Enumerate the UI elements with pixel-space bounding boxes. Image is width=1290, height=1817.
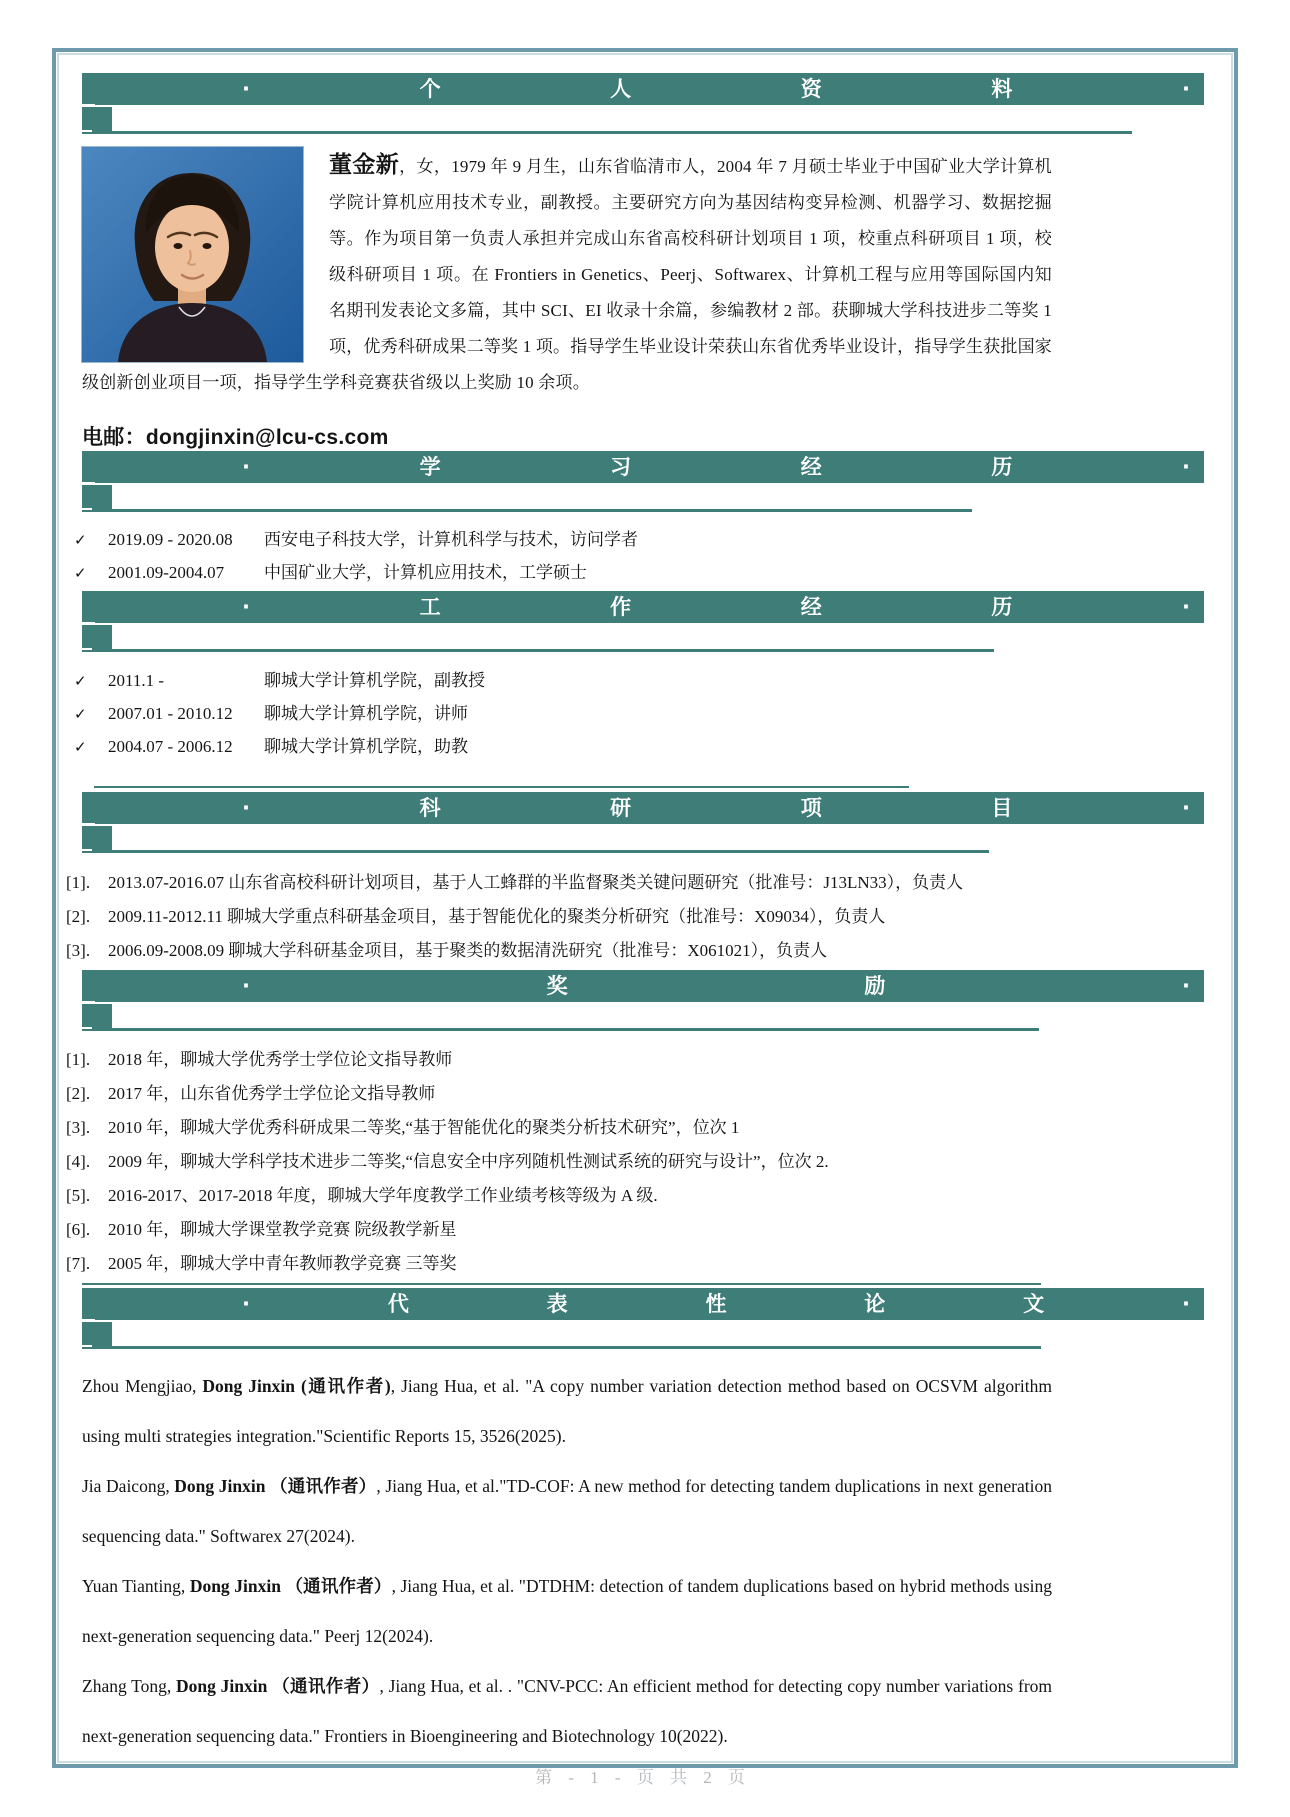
person-name: 董金新 [329, 152, 400, 178]
item-number: [3]. [66, 941, 91, 960]
education-row [74, 558, 1204, 580]
work-date: 2004.07 - 2006.12 [108, 737, 233, 756]
section-title-work: · 工 作 经 历 · [242, 595, 1190, 619]
work-row [74, 666, 1204, 688]
award-text: 2016-2017、2017-2018 年度，聊城大学年度教学工作业绩考核等级为 A 级. [108, 1186, 658, 1205]
education-list [74, 525, 1204, 580]
banner-underline [82, 107, 1132, 134]
section-header-work [82, 591, 1204, 652]
award-text: 2010 年，聊城大学课堂教学竞赛 院级教学新星 [108, 1220, 457, 1239]
item-number: [2]. [66, 1084, 91, 1103]
item-number: [7]. [66, 1254, 91, 1273]
banner-corner-block [82, 1004, 112, 1028]
page-footer: 第 - 1 - 页 共 2 页 [534, 1768, 752, 1787]
item-number: [5]. [66, 1186, 91, 1205]
portrait-illustration [82, 147, 303, 362]
section-banner [82, 73, 1204, 105]
section-header-projects [82, 792, 1204, 853]
award-text: 2009 年，聊城大学科学技术进步二等奖,“信息安全中序列随机性测试系统的研究与设计”，位次 2. [108, 1152, 829, 1171]
check-icon: ✓ [74, 564, 87, 582]
work-desc: 聊城大学计算机学院，讲师 [264, 704, 468, 723]
item-number: [1]. [66, 1050, 91, 1069]
paper-rest: , Jiang Hua, et al. "DTDHM: detection of tandem duplications based on hybrid methods using next-generation sequencing data." Peerj 12(2024). [82, 1576, 1052, 1646]
award-row [66, 1113, 1204, 1135]
paper-citation [82, 1361, 1052, 1461]
paper-citation [82, 1461, 1052, 1561]
awards-list [66, 1045, 1204, 1271]
section-title-projects: · 科 研 项 目 · [242, 796, 1190, 820]
education-row [74, 525, 1204, 547]
work-desc: 聊城大学计算机学院，助教 [264, 737, 468, 756]
award-row [66, 1079, 1204, 1101]
check-icon: ✓ [74, 531, 87, 549]
item-number: [1]. [66, 873, 91, 892]
section-banner [82, 591, 1204, 623]
check-icon: ✓ [74, 672, 87, 690]
bio-text: ，女，1979 年 9 月生，山东省临清市人，2004 年 7 月硕士毕业于中国矿业大学计算机学院计算机应用技术专业，副教授。主要研究方向为基因结构变异检测、机器学习、数据挖掘等。作为项目第一负责人承担并完成山东省高校科研计划项目 1 项，校重点科研项目 1 项，校级科研项目 1 项。在 Frontiers in Genetics、Peerj、Softwarex、计算机工程与应用等国际国内知名期刊发表论文多篇，其中 SCI、EI 收录十余篇，参编教材 2 部。获聊城大学科技进步二等奖 1 项，优秀科研成果二等奖 1 项。指导学生毕业设计荣获山东省优秀毕业设计，指导学生获批国家级创新创业项目一项，指导学生学科竞赛获省级以上奖励 10 余项。 [82, 157, 1052, 392]
project-text: 2006.09-2008.09 聊城大学科研基金项目，基于聚类的数据清洗研究（批准号：X061021），负责人 [108, 941, 828, 960]
paper-corresponding-author: Dong Jinxin （通讯作者） [189, 1576, 392, 1596]
email-address: dongjinxin@lcu-cs.com [145, 426, 389, 449]
paper-citation [82, 1561, 1052, 1661]
paper-lead: Zhou Mengjiao, [82, 1376, 203, 1396]
banner-corner-block [82, 826, 112, 850]
banner-corner-block [82, 107, 112, 131]
section-title-personal-info: · 个 人 资 料 · [242, 77, 1190, 101]
work-date: 2011.1 - [108, 671, 165, 690]
award-row [66, 1181, 1204, 1203]
item-number: [6]. [66, 1220, 91, 1239]
section-title-awards: · 奖 励 · [242, 974, 1190, 998]
banner-underline [82, 1004, 1039, 1031]
award-row [66, 1249, 1204, 1271]
section-banner [82, 451, 1204, 483]
papers-list [82, 1361, 1052, 1761]
page-content [56, 52, 1234, 1787]
item-number: [3]. [66, 1118, 91, 1137]
work-date: 2007.01 - 2010.12 [108, 704, 233, 723]
banner-underline [82, 485, 972, 512]
paper-corresponding-author: Dong Jinxin （通讯作者） [174, 1476, 377, 1496]
section-header-education [82, 451, 1204, 512]
award-row [66, 1215, 1204, 1237]
banner-underline [82, 625, 994, 652]
paper-citation [82, 1661, 1052, 1761]
project-row [66, 936, 1204, 958]
work-row [74, 699, 1204, 721]
banner-underline [82, 1322, 1041, 1349]
award-text: 2010 年，聊城大学优秀科研成果二等奖,“基于智能优化的聚类分析技术研究”，位次 1 [108, 1118, 740, 1137]
section-banner [82, 792, 1204, 824]
work-row [74, 732, 1204, 754]
item-number: [2]. [66, 907, 91, 926]
profile-block [82, 147, 1204, 449]
education-desc: 西安电子科技大学，计算机科学与技术，访问学者 [264, 530, 638, 549]
section-banner [82, 1288, 1204, 1320]
award-row [66, 1147, 1204, 1169]
award-row [66, 1045, 1204, 1067]
award-text: 2017 年，山东省优秀学士学位论文指导教师 [108, 1084, 436, 1103]
education-date: 2001.09-2004.07 [108, 563, 225, 582]
profile-photo [82, 147, 303, 362]
paper-rest: , Jiang Hua, et al. "A copy number variation detection method based on OCSVM algorithm using multi strategies integration."Scientific Reports 15, 3526(2025). [82, 1376, 1052, 1446]
banner-corner-block [82, 625, 112, 649]
project-text: 2009.11-2012.11 聊城大学重点科研基金项目，基于智能优化的聚类分析研究（批准号：X09034），负责人 [108, 907, 886, 926]
education-date: 2019.09 - 2020.08 [108, 530, 233, 549]
divider-line [82, 1283, 1041, 1285]
banner-corner-block [82, 1322, 112, 1346]
paper-corresponding-author: Dong Jinxin （通讯作者） [176, 1676, 380, 1696]
work-desc: 聊城大学计算机学院，副教授 [264, 671, 485, 690]
section-header-papers [82, 1288, 1204, 1349]
section-header-personal-info [82, 73, 1204, 134]
banner-underline [82, 826, 989, 853]
divider-line [94, 786, 909, 788]
banner-corner-block [82, 485, 112, 509]
education-desc: 中国矿业大学，计算机应用技术，工学硕士 [264, 563, 587, 582]
projects-list [66, 868, 1204, 958]
section-header-awards [82, 970, 1204, 1031]
paper-rest: , Jiang Hua, et al. . "CNV-PCC: An efficient method for detecting copy number variations from next-generation sequencing data." Frontiers in Bioengineering and Biotechnology 10(2022). [82, 1676, 1053, 1746]
paper-lead: Zhang Tong, [82, 1676, 177, 1696]
paper-rest: , Jiang Hua, et al."TD-COF: A new method for detecting tandem duplications in next generation sequencing data." Softwarex 27(2024). [82, 1476, 1052, 1546]
email-label: 电邮： [82, 426, 146, 449]
check-icon: ✓ [74, 705, 87, 723]
section-title-education: · 学 习 经 历 · [242, 455, 1190, 479]
page-frame [52, 48, 1238, 1787]
section-banner [82, 970, 1204, 1002]
item-number: [4]. [66, 1152, 91, 1171]
project-row [66, 868, 1204, 890]
paper-corresponding-author: Dong Jinxin (通讯作者) [202, 1376, 391, 1396]
paper-lead: Jia Daicong, [82, 1476, 175, 1496]
check-icon: ✓ [74, 738, 87, 756]
section-title-papers: · 代 表 性 论 文 · [242, 1292, 1190, 1316]
project-text: 2013.07-2016.07 山东省高校科研计划项目，基于人工蜂群的半监督聚类关键问题研究（批准号：J13LN33），负责人 [108, 873, 964, 892]
work-list [74, 666, 1204, 754]
award-text: 2005 年，聊城大学中青年教师教学竞赛 三等奖 [108, 1254, 457, 1273]
email-line [82, 421, 1204, 449]
project-row [66, 902, 1204, 924]
award-text: 2018 年，聊城大学优秀学士学位论文指导教师 [108, 1050, 453, 1069]
paper-lead: Yuan Tianting, [82, 1576, 190, 1596]
